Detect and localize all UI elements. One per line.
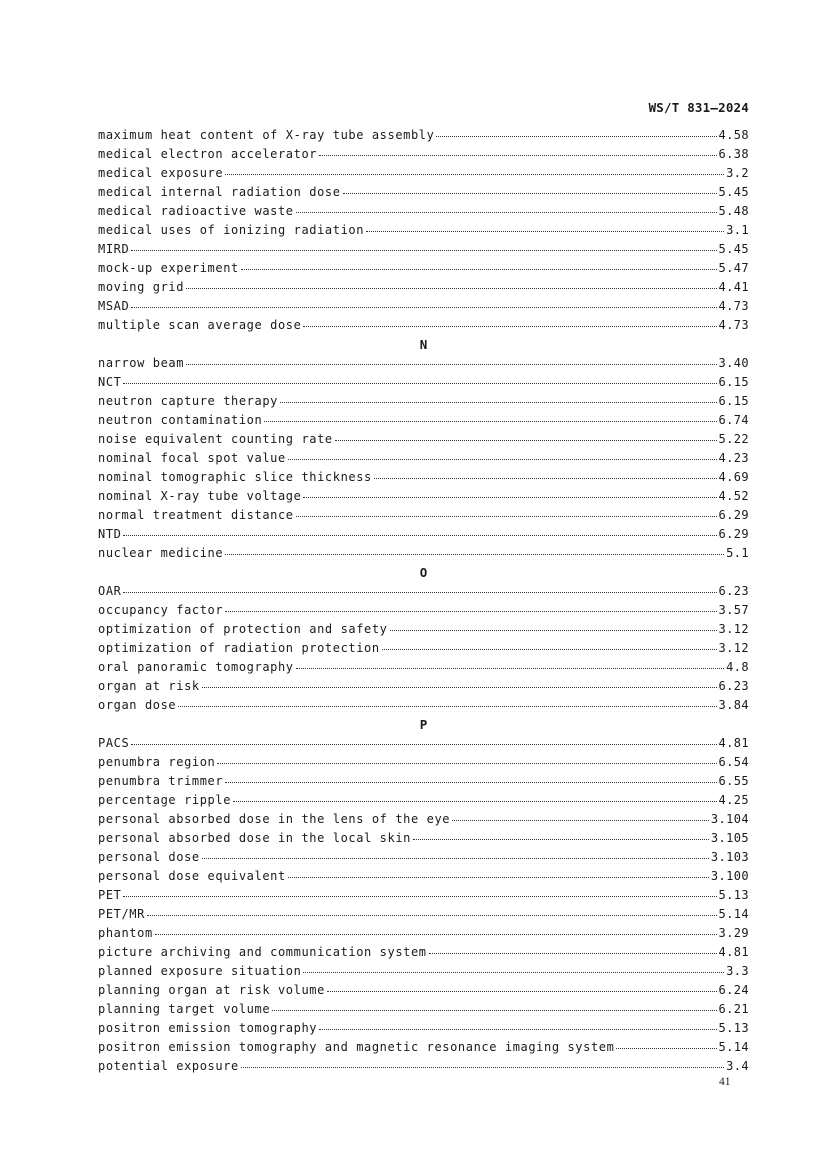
index-ref: 4.81: [718, 736, 749, 750]
index-entry: [98, 962, 749, 981]
index-ref: 3.84: [718, 698, 749, 712]
page-number: 41: [719, 1076, 731, 1088]
index-term: nominal X-ray tube voltage: [98, 489, 302, 503]
index-term: maximum heat content of X-ray tube assembly: [98, 128, 435, 142]
dot-leader: [303, 325, 716, 327]
dot-leader: [303, 496, 716, 498]
index-ref: 3.12: [718, 641, 749, 655]
index-ref: 6.29: [718, 508, 749, 522]
index-term: penumbra region: [98, 755, 216, 769]
dot-leader: [264, 420, 716, 422]
dot-leader: [178, 705, 716, 707]
dot-leader: [155, 933, 717, 935]
dot-leader: [366, 230, 724, 232]
dot-leader: [241, 268, 717, 270]
index-term: PET: [98, 888, 122, 902]
index-ref: 3.2: [726, 166, 749, 180]
index-ref: 3.100: [710, 869, 749, 883]
index-entry: [98, 829, 749, 848]
index-term: moving grid: [98, 280, 185, 294]
index-term: MSAD: [98, 299, 130, 313]
dot-leader: [202, 857, 709, 859]
letter-heading-p: P: [419, 717, 428, 732]
dot-leader: [296, 667, 725, 669]
dot-leader: [186, 287, 716, 289]
index-ref: 5.1: [726, 546, 749, 560]
index-ref: 5.22: [718, 432, 749, 446]
index-entry: [98, 164, 749, 183]
index-entry: [98, 905, 749, 924]
index-ref: 3.40: [718, 356, 749, 370]
dot-leader: [225, 781, 716, 783]
index-entry: [98, 221, 749, 240]
index-term: NCT: [98, 375, 122, 389]
index-term: potential exposure: [98, 1059, 239, 1073]
letter-heading-n: N: [419, 337, 428, 352]
index-entry: [98, 848, 749, 867]
dot-leader: [616, 1047, 716, 1049]
index-entry: [98, 240, 749, 259]
index-entry: [98, 316, 749, 335]
index-term: nominal focal spot value: [98, 451, 286, 465]
index-entry: [98, 1000, 749, 1019]
index-ref: 4.25: [718, 793, 749, 807]
dot-leader: [413, 838, 709, 840]
index-entry: [98, 753, 749, 772]
index-ref: 6.55: [718, 774, 749, 788]
index-term: OAR: [98, 584, 122, 598]
index-entry: [98, 658, 749, 677]
index-term: optimization of protection and safety: [98, 622, 388, 636]
index-ref: 5.45: [718, 242, 749, 256]
dot-leader: [241, 1066, 724, 1068]
index-ref: 3.103: [710, 850, 749, 864]
index-entry: [98, 1057, 749, 1076]
index-entry: [98, 924, 749, 943]
index-ref: 4.8: [726, 660, 749, 674]
index-ref: 4.73: [718, 318, 749, 332]
dot-leader: [319, 154, 716, 156]
dot-leader: [288, 876, 709, 878]
index-ref: 5.13: [718, 1021, 749, 1035]
dot-leader: [123, 895, 716, 897]
index-entry: [98, 772, 749, 791]
index-ref: 4.52: [718, 489, 749, 503]
index-term: medical internal radiation dose: [98, 185, 341, 199]
index-term: planning organ at risk volume: [98, 983, 325, 997]
dot-leader: [327, 990, 717, 992]
index-term: mock-up experiment: [98, 261, 239, 275]
dot-leader: [296, 211, 717, 213]
dot-leader: [335, 439, 717, 441]
index-term: occupancy factor: [98, 603, 224, 617]
dot-leader: [147, 914, 717, 916]
index-ref: 5.45: [718, 185, 749, 199]
index-ref: 3.104: [710, 812, 749, 826]
index-entry: [98, 734, 749, 753]
index-ref: 3.57: [718, 603, 749, 617]
index-term: planned exposure situation: [98, 964, 302, 978]
index-entry: [98, 183, 749, 202]
index-entry: [98, 373, 749, 392]
index-entry: [98, 791, 749, 810]
index-ref: 5.14: [718, 907, 749, 921]
index-entry: [98, 601, 749, 620]
index-entry: [98, 468, 749, 487]
index-ref: 6.74: [718, 413, 749, 427]
index-entry: [98, 582, 749, 601]
index-term: planning target volume: [98, 1002, 271, 1016]
term-index: [98, 126, 749, 1076]
index-term: neutron contamination: [98, 413, 263, 427]
dot-leader: [436, 135, 716, 137]
index-term: optimization of radiation protection: [98, 641, 380, 655]
dot-leader: [225, 173, 724, 175]
index-ref: 6.54: [718, 755, 749, 769]
index-term: medical exposure: [98, 166, 224, 180]
index-term: phantom: [98, 926, 153, 940]
index-entry: [98, 981, 749, 1000]
index-ref: 4.81: [718, 945, 749, 959]
index-ref: 6.29: [718, 527, 749, 541]
index-entry: [98, 354, 749, 373]
index-term: narrow beam: [98, 356, 185, 370]
dot-leader: [429, 952, 717, 954]
index-term: oral panoramic tomography: [98, 660, 294, 674]
dot-leader: [123, 382, 716, 384]
dot-leader: [131, 306, 716, 308]
index-term: medical radioactive waste: [98, 204, 294, 218]
dot-leader: [217, 762, 716, 764]
index-ref: 5.14: [718, 1040, 749, 1054]
index-ref: 6.23: [718, 679, 749, 693]
index-ref: 6.38: [718, 147, 749, 161]
index-entry: [98, 696, 749, 715]
index-term: medical uses of ionizing radiation: [98, 223, 365, 237]
index-term: percentage ripple: [98, 793, 232, 807]
index-term: nuclear medicine: [98, 546, 224, 560]
index-entry: [98, 487, 749, 506]
index-term: personal dose equivalent: [98, 869, 286, 883]
index-ref: 4.23: [718, 451, 749, 465]
index-ref: 3.29: [718, 926, 749, 940]
index-entry: [98, 297, 749, 316]
dot-leader: [288, 458, 717, 460]
dot-leader: [225, 610, 716, 612]
index-ref: 3.3: [726, 964, 749, 978]
document-code: WS/T 831—2024: [648, 100, 749, 115]
dot-leader: [233, 800, 716, 802]
letter-heading-o: O: [419, 565, 428, 580]
dot-leader: [319, 1028, 716, 1030]
index-entry: [98, 430, 749, 449]
index-entry: [98, 259, 749, 278]
index-term: multiple scan average dose: [98, 318, 302, 332]
index-entry: [98, 544, 749, 563]
index-term: organ dose: [98, 698, 177, 712]
index-ref: 3.1: [726, 223, 749, 237]
index-term: nominal tomographic slice thickness: [98, 470, 372, 484]
index-entry: [98, 677, 749, 696]
index-ref: 4.41: [718, 280, 749, 294]
dot-leader: [296, 515, 717, 517]
dot-leader: [186, 363, 716, 365]
index-term: MIRD: [98, 242, 130, 256]
dot-leader: [452, 819, 709, 821]
index-entry: [98, 810, 749, 829]
index-ref: 3.4: [726, 1059, 749, 1073]
index-term: normal treatment distance: [98, 508, 294, 522]
index-ref: 6.24: [718, 983, 749, 997]
index-term: medical electron accelerator: [98, 147, 318, 161]
index-entry: [98, 1038, 749, 1057]
index-entry: [98, 620, 749, 639]
index-term: NTD: [98, 527, 122, 541]
index-term: PACS: [98, 736, 130, 750]
index-ref: 6.23: [718, 584, 749, 598]
index-entry: [98, 126, 749, 145]
index-entry: [98, 202, 749, 221]
index-ref: 4.73: [718, 299, 749, 313]
dot-leader: [123, 534, 716, 536]
index-entry: [98, 449, 749, 468]
dot-leader: [303, 971, 724, 973]
index-term: penumbra trimmer: [98, 774, 224, 788]
index-entry: [98, 392, 749, 411]
index-entry: [98, 278, 749, 297]
index-entry: [98, 867, 749, 886]
index-entry: [98, 943, 749, 962]
dot-leader: [123, 591, 716, 593]
index-term: positron emission tomography: [98, 1021, 318, 1035]
index-ref: 6.21: [718, 1002, 749, 1016]
index-term: picture archiving and communication system: [98, 945, 427, 959]
dot-leader: [390, 629, 717, 631]
dot-leader: [382, 648, 717, 650]
index-term: positron emission tomography and magnetic resonance imaging system: [98, 1040, 615, 1054]
index-term: organ at risk: [98, 679, 200, 693]
dot-leader: [131, 249, 716, 251]
index-term: PET/MR: [98, 907, 145, 921]
index-ref: 6.15: [718, 375, 749, 389]
index-term: personal absorbed dose in the local skin: [98, 831, 411, 845]
index-term: personal absorbed dose in the lens of the eye: [98, 812, 451, 826]
index-term: personal dose: [98, 850, 200, 864]
dot-leader: [202, 686, 717, 688]
dot-leader: [374, 477, 717, 479]
index-ref: 5.47: [718, 261, 749, 275]
index-ref: 5.13: [718, 888, 749, 902]
dot-leader: [343, 192, 717, 194]
dot-leader: [280, 401, 717, 403]
index-entry: [98, 411, 749, 430]
index-ref: 5.48: [718, 204, 749, 218]
dot-leader: [131, 743, 716, 745]
index-entry: [98, 1019, 749, 1038]
index-entry: [98, 886, 749, 905]
index-ref: 3.12: [718, 622, 749, 636]
index-entry: [98, 525, 749, 544]
dot-leader: [225, 553, 724, 555]
index-entry: [98, 639, 749, 658]
index-term: neutron capture therapy: [98, 394, 278, 408]
index-term: noise equivalent counting rate: [98, 432, 333, 446]
index-ref: 3.105: [710, 831, 749, 845]
index-entry: [98, 145, 749, 164]
index-ref: 6.15: [718, 394, 749, 408]
dot-leader: [272, 1009, 716, 1011]
index-entry: [98, 506, 749, 525]
index-ref: 4.58: [718, 128, 749, 142]
index-ref: 4.69: [718, 470, 749, 484]
